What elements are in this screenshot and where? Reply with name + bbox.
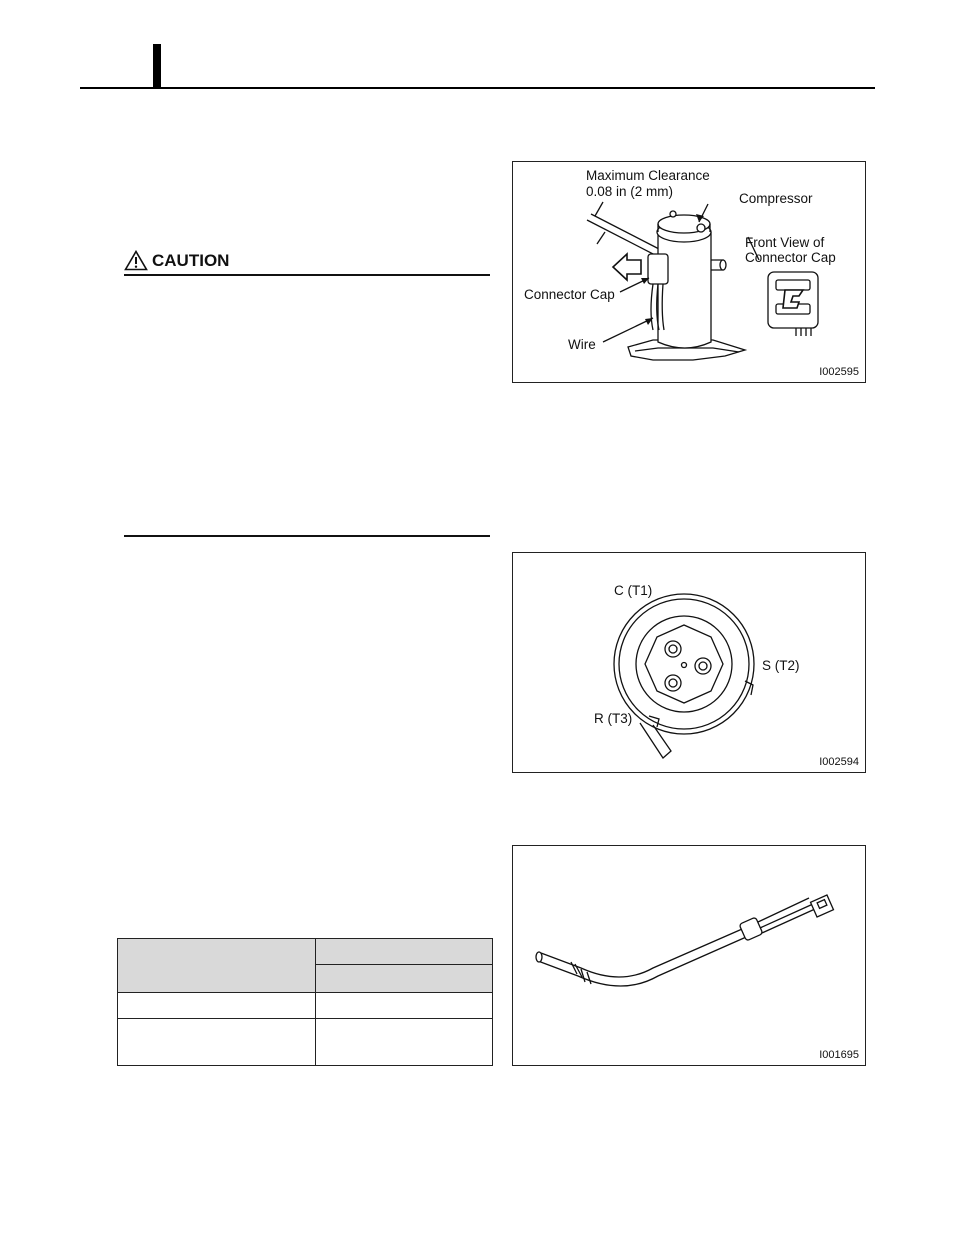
- table-cell: [118, 993, 316, 1019]
- table-cell: [316, 1019, 493, 1066]
- label-terminal-s: S (T2): [762, 658, 800, 673]
- header-rule: [80, 87, 875, 89]
- label-front-view-line2: Connector Cap: [745, 250, 836, 265]
- caution-rule: [124, 274, 490, 276]
- compressor-figure: [512, 161, 866, 383]
- label-terminal-r: R (T3): [594, 711, 633, 726]
- label-wire: Wire: [568, 337, 596, 352]
- figure-id: I002595: [819, 366, 859, 378]
- caution-block: [124, 250, 490, 276]
- label-terminal-c: C (T1): [614, 583, 653, 598]
- label-clearance-value: 0.08 in (2 mm): [586, 184, 674, 199]
- table-row: [118, 939, 493, 965]
- compressor-drawing: [513, 162, 867, 384]
- sensor-drawing: [513, 846, 867, 1067]
- terminals-drawing: [513, 553, 867, 774]
- caution-end-rule: [124, 535, 490, 537]
- spec-table: [117, 938, 493, 1066]
- table-header-cell: [316, 939, 493, 965]
- label-maximum-clearance: Maximum Clearance: [586, 168, 710, 183]
- label-front-view-line1: Front View of: [745, 235, 825, 250]
- figure-id: I001695: [819, 1049, 859, 1061]
- figure-id: I002594: [819, 756, 859, 768]
- caution-title: CAUTION: [152, 250, 230, 270]
- table-cell: [118, 1019, 316, 1066]
- table-row: [118, 993, 493, 1019]
- header-tab-marker: [153, 44, 161, 89]
- table-header-cell: [118, 939, 316, 993]
- table-cell: [316, 993, 493, 1019]
- sensor-figure: [512, 845, 866, 1066]
- label-compressor: Compressor: [739, 191, 813, 206]
- warning-triangle-icon: [124, 250, 148, 271]
- table-header-cell: [316, 965, 493, 993]
- table-row: [118, 1019, 493, 1066]
- terminals-figure: [512, 552, 866, 773]
- caution-heading: [124, 250, 490, 271]
- label-connector-cap: Connector Cap: [524, 287, 615, 302]
